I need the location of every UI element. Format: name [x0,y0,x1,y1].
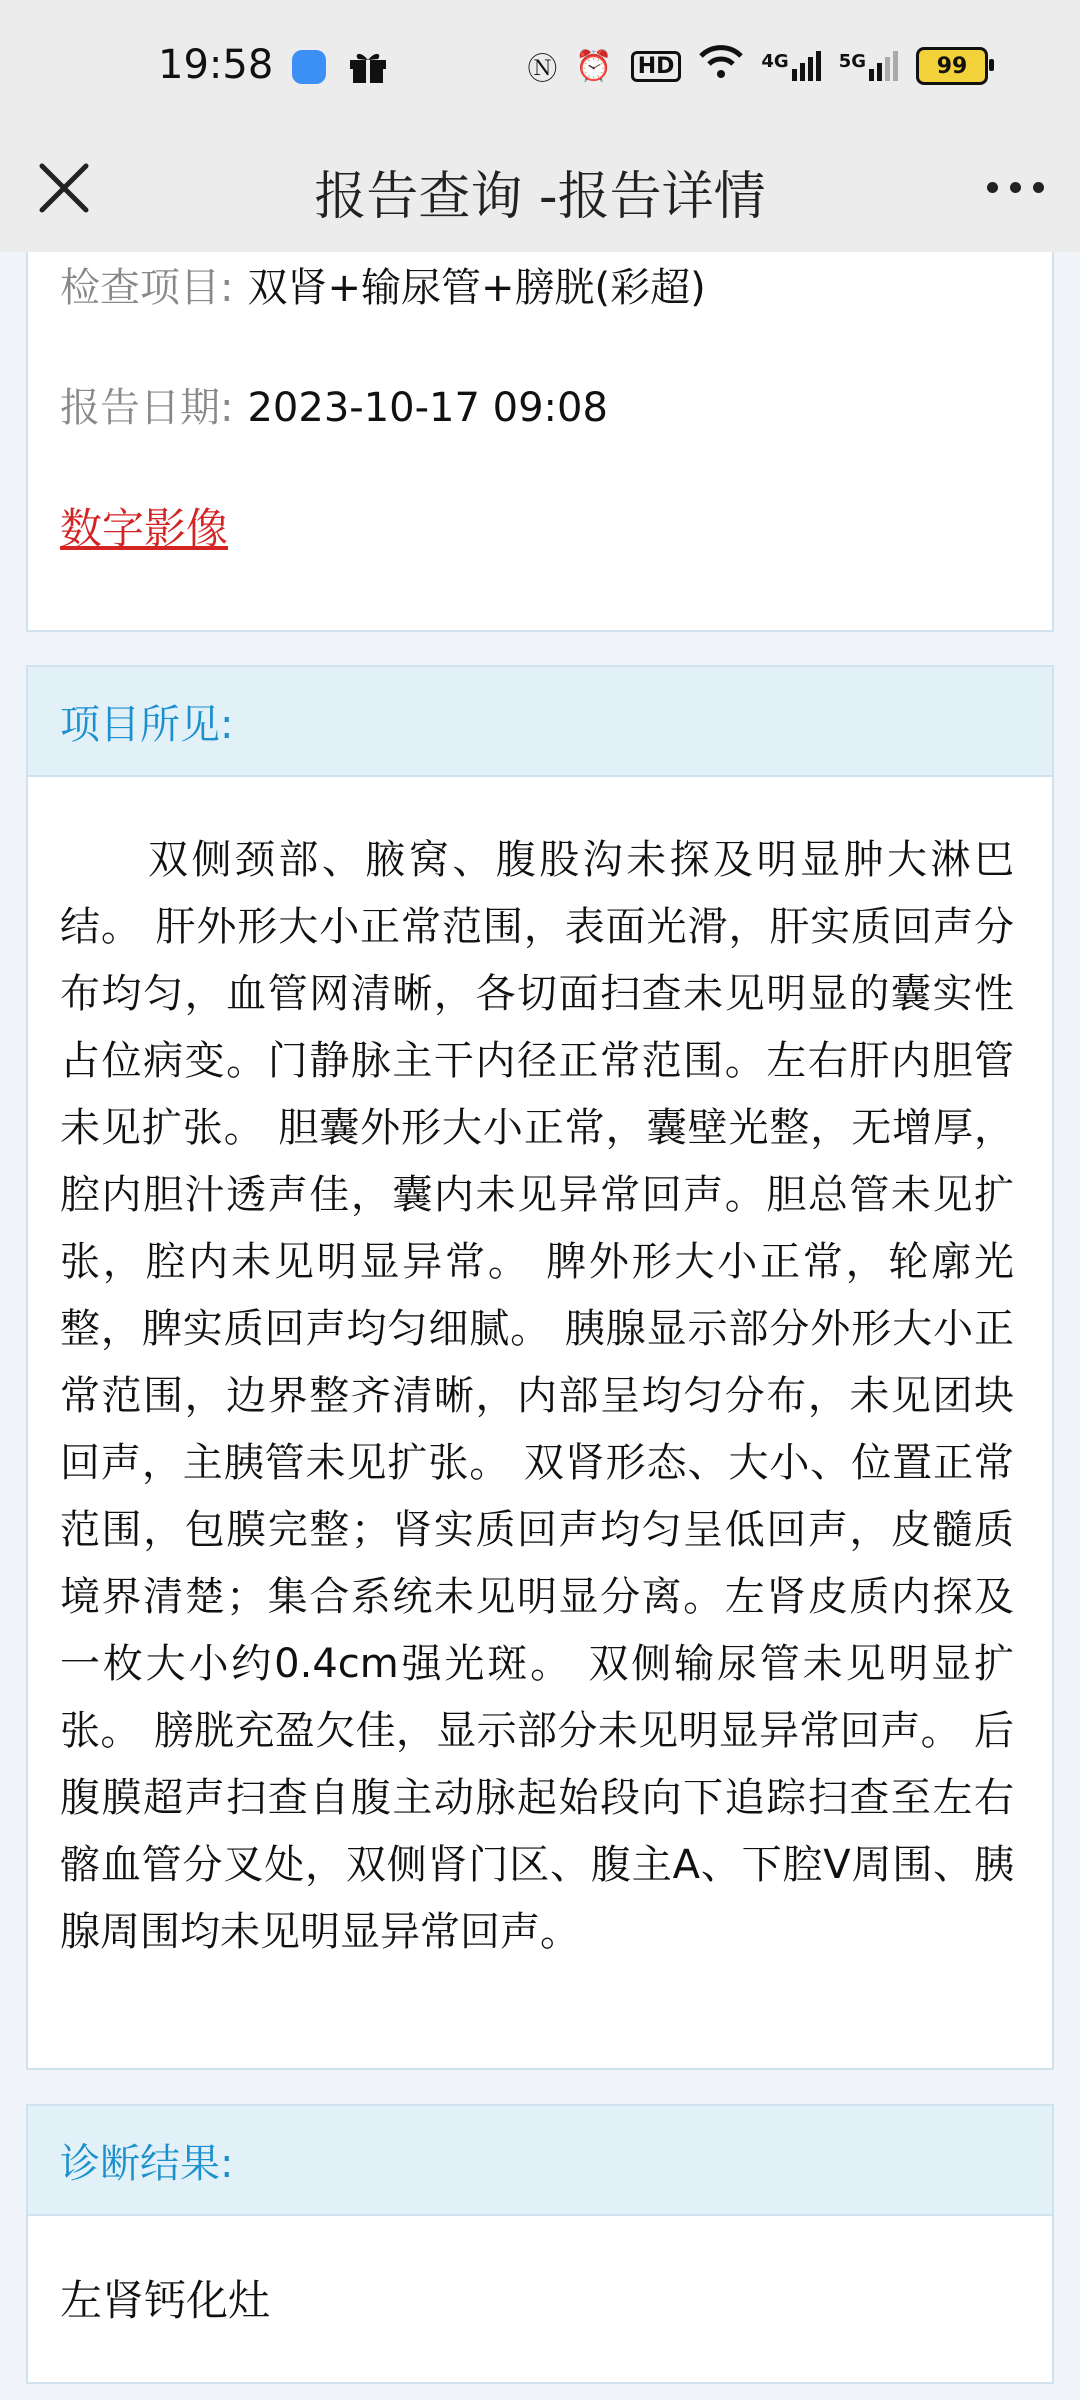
status-time: 19:58 [158,42,274,88]
gift-icon [348,48,388,84]
diagnosis-text: 左肾钙化灶 [60,2276,271,2325]
battery-icon: 99 [916,47,988,85]
page-title: 报告查询 -报告详情 [314,167,766,227]
report-date-value: 2023-10-17 09:08 [247,385,608,431]
network-4g-label: 4G [761,51,789,72]
exam-item-value: 双肾+输尿管+膀胱(彩超) [247,265,706,311]
network-5g-label: 5G [838,51,866,72]
exam-item-row [60,256,706,313]
nfc-icon: Ⓝ [527,52,558,87]
title-bar [0,130,1080,252]
alarm-icon: ⏰ [575,48,613,84]
signal-5g-icon [839,51,898,81]
report-date-row [60,376,608,433]
report-info-card [26,252,1054,632]
exam-item-label: 检查项目: [60,265,234,311]
report-date-label: 报告日期: [60,385,234,431]
findings-text: 双侧颈部、腋窝、腹股沟未探及明显肿大淋巴结。 肝外形大小正常范围，表面光滑，肝实质回声分布均匀，血管网清晰，各切面扫查未见明显的囊实性占位病变。门静脉主干内径正常范围。左右肝内胆管未见扩张。 胆囊外形大小正常，囊壁光整，无增厚，腔内胆汁透声佳，囊内未见异常回声。胆总管未见扩张，腔内未见明显异常。 脾外形大小正常，轮廓光整，脾实质回声均匀细腻。 胰腺显示部分外形大小正常范围，边界整齐清晰，内部呈均匀分布，未见团块回声，主胰管未见扩张。 双肾形态、大小、位置正常范围，包膜完整；肾实质回声均匀呈低回声，皮髓质境界清楚；集合系统未见明显分离。左肾皮质内探及一枚大小约0.4cm强光斑。 双侧输尿管未见明显扩张。 膀胱充盈欠佳，显示部分未见明显异常回声。 后腹膜超声扫查自腹主动脉起始段向下追踪扫查至左右髂血管分叉处，双侧肾门区、腹主A、下腔V周围、胰腺周围均未见明显异常回声。 [60,837,1014,1955]
findings-card [26,665,1054,2070]
status-icons [527,44,988,88]
diagnosis-title: 诊断结果: [28,2106,1052,2216]
hd-icon: HD [631,51,682,82]
more-options-icon[interactable] [987,182,1044,193]
app-notification-icon [292,50,326,84]
signal-4g-icon [761,51,820,81]
digital-image-link[interactable]: 数字影像 [60,504,229,553]
findings-title: 项目所见: [28,667,1052,777]
status-bar [0,0,1080,130]
diagnosis-card [26,2104,1054,2384]
wifi-icon [699,44,743,88]
